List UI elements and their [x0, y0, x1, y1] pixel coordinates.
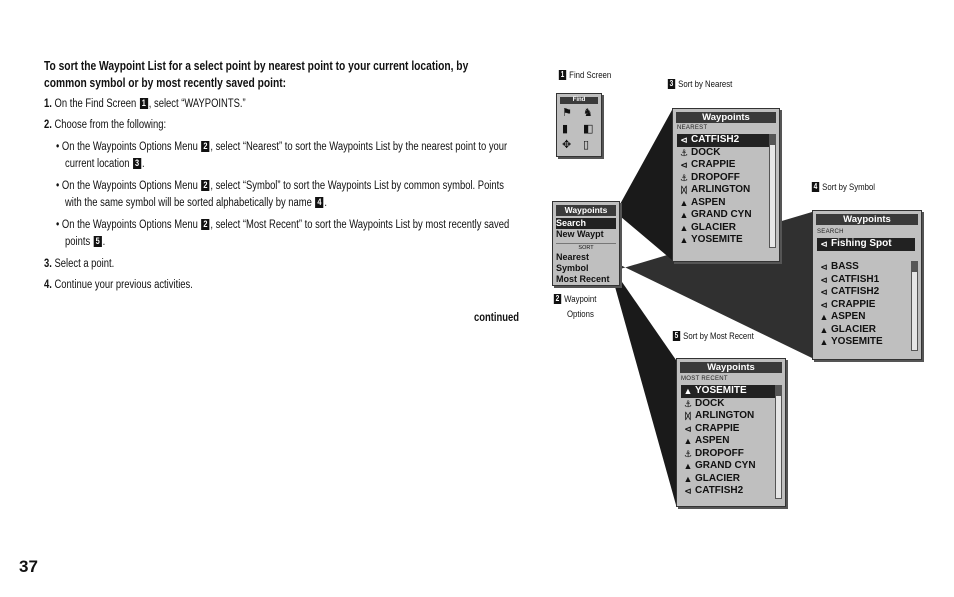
symbol-list [817, 261, 909, 349]
nearest-subtitle: NEAREST [677, 125, 708, 131]
continued-label: continued [474, 312, 520, 324]
page-number: 37 [19, 557, 38, 576]
list-item[interactable] [681, 410, 775, 423]
list-item[interactable] [817, 324, 909, 337]
recent-screen [676, 358, 786, 507]
caption-options-line2: Options [567, 309, 594, 320]
option-symbol[interactable]: Symbol [556, 263, 589, 273]
list-item[interactable] [681, 485, 775, 498]
bullet-symbol-cont: with the same symbol will be sorted alphabetically by name 4 . [65, 197, 327, 209]
waypoint-name: ASPEN [831, 311, 866, 322]
fish-icon: ⊲ [820, 274, 828, 285]
recent-scrollbar[interactable] [775, 385, 782, 499]
waypoint-options-menu [552, 201, 620, 286]
fish-icon: ⊲ [820, 299, 828, 310]
option-search[interactable]: Search [556, 218, 616, 229]
list-item[interactable] [817, 299, 909, 312]
list-item[interactable] [677, 184, 769, 197]
anchor-icon: ⚓ [683, 448, 693, 459]
list-item[interactable] [677, 134, 769, 147]
list-item[interactable] [681, 473, 775, 486]
recent-subtitle: MOST RECENT [681, 376, 728, 382]
waypoint-name: GRAND CYN [695, 460, 756, 471]
symbol-scrollbar[interactable] [911, 261, 918, 351]
list-item[interactable] [817, 336, 909, 349]
bullet-nearest: • On the Waypoints Options Menu 2 , select “Nearest” to sort the Waypoints List by the nearest point to your [56, 141, 508, 153]
option-most-recent[interactable]: Most Recent [556, 274, 610, 284]
symbol-search-field[interactable]: ⊲ Fishing Spot [817, 238, 915, 251]
caption-options: 2 Waypoint [555, 294, 597, 305]
waypoint-name: ASPEN [695, 435, 730, 446]
list-item[interactable] [681, 460, 775, 473]
step-1: 1. On the Find Screen 1 , select “WAYPOINTS.” [44, 98, 246, 110]
nearest-scrollbar[interactable] [769, 134, 776, 248]
hunting-icon: ᛞ [681, 185, 687, 195]
fish-icon: ⊲ [820, 262, 828, 272]
fish-icon: ⊲ [684, 423, 692, 434]
bullet-recent: • On the Waypoints Options Menu 2 , select “Most Recent” to sort the Waypoints List by most recently saved [56, 219, 510, 231]
waypoint-name: CATFISH1 [831, 273, 880, 285]
waypoint-name: DROPOFF [691, 171, 740, 183]
waypoint-name: DOCK [691, 146, 721, 158]
waypoint-name: ARLINGTON [691, 184, 751, 195]
list-item[interactable] [817, 311, 909, 324]
sort-divider: SORT [556, 243, 616, 252]
nearest-screen [672, 108, 780, 262]
nearest-title: Waypoints [676, 112, 776, 123]
tent-icon: ▲ [683, 461, 693, 471]
tent-icon: ▲ [679, 210, 689, 220]
recent-title: Waypoints [680, 362, 782, 373]
list-item[interactable] [681, 398, 775, 411]
step-2: 2. Choose from the following: [44, 119, 167, 131]
tent-icon: ▲ [819, 324, 829, 335]
recent-list [681, 385, 775, 498]
caption-nearest: 3 Sort by Nearest [669, 79, 733, 90]
waypoint-name: ASPEN [691, 196, 726, 208]
waypoint-name: CRAPPIE [691, 159, 736, 170]
option-new-waypt[interactable]: New Waypt [556, 229, 604, 239]
tent-icon: ▲ [679, 197, 689, 208]
list-item[interactable] [681, 385, 775, 398]
waypoint-name: CRAPPIE [831, 298, 876, 310]
list-item[interactable] [681, 435, 775, 448]
list-item[interactable] [677, 147, 769, 160]
fish-icon: ⊲ [680, 160, 688, 170]
waypoint-name: YOSEMITE [831, 336, 883, 347]
addresses-icon[interactable]: ▯ [583, 139, 590, 151]
symbol-subtitle: SEARCH [817, 229, 844, 235]
exits-icon[interactable]: ◧ [583, 123, 594, 135]
waypoint-name: CATFISH2 [831, 286, 880, 297]
step-4: 4. Continue your previous activities. [44, 279, 193, 291]
list-item[interactable] [677, 234, 769, 247]
fish-icon: ⊲ [684, 486, 692, 496]
waypoint-name: YOSEMITE [695, 385, 747, 396]
fish-icon: ⊲ [680, 135, 688, 145]
heading-line-2: common symbol or by most recently saved point: [44, 76, 287, 90]
anchor-icon: ⚓ [679, 172, 689, 183]
bullet-nearest-cont: current location 3 . [65, 158, 145, 170]
waypoint-name: BASS [831, 261, 859, 272]
option-nearest[interactable]: Nearest [556, 252, 590, 262]
list-item[interactable] [817, 261, 909, 274]
fish-icon: ⊲ [820, 287, 828, 297]
nearest-list [677, 134, 769, 247]
waypoint-name: GLACIER [831, 323, 876, 335]
list-item[interactable] [677, 197, 769, 210]
symbol-title: Waypoints [816, 214, 918, 225]
cities-icon[interactable]: ▮ [562, 123, 569, 135]
list-item[interactable] [817, 286, 909, 299]
list-item[interactable] [681, 448, 775, 461]
waypoint-name: GLACIER [691, 221, 736, 233]
waypoint-name: YOSEMITE [691, 234, 743, 245]
waypoint-name: DOCK [695, 397, 725, 409]
find-screen [556, 93, 602, 157]
caption-find: 1 Find Screen [560, 70, 612, 81]
waypoint-name: CRAPPIE [695, 422, 740, 434]
heading-line-1: To sort the Waypoint List for a select point by nearest point to your current location, by [44, 59, 469, 73]
tent-icon: ▲ [819, 312, 829, 322]
list-item[interactable] [677, 172, 769, 185]
tent-icon: ▲ [819, 337, 829, 347]
waypoint-name: CATFISH2 [695, 485, 744, 496]
tent-icon: ▲ [679, 235, 689, 245]
list-item[interactable] [817, 274, 909, 287]
waypoint-name: ARLINGTON [695, 410, 755, 421]
dock-icon: ⚓ [683, 398, 693, 409]
symbol-screen [812, 210, 922, 360]
tent-icon: ▲ [683, 473, 693, 484]
waypoints-icon[interactable]: ⚑ [562, 107, 572, 119]
tent-icon: ▲ [683, 436, 693, 446]
step-3: 3. Select a point. [44, 258, 115, 270]
find-screen-title: Find [560, 97, 598, 104]
bullet-recent-cont: points 5 . [65, 236, 106, 248]
beam-to-recent [612, 276, 676, 505]
list-item[interactable] [677, 209, 769, 222]
fish-icon: ⊲ [820, 239, 828, 249]
points-of-interest-icon[interactable]: ♞ [583, 107, 593, 119]
hunting-icon: ᛞ [685, 411, 691, 421]
dock-icon: ⚓ [679, 147, 689, 158]
list-item[interactable] [677, 159, 769, 172]
options-title: Waypoints [556, 205, 616, 216]
waypoint-name: GLACIER [695, 472, 740, 484]
bullet-symbol: • On the Waypoints Options Menu 2 , select “Symbol” to sort the Waypoints List by common symbol. Points [56, 180, 504, 192]
intersections-icon[interactable]: ✥ [562, 139, 572, 151]
list-item[interactable] [681, 423, 775, 436]
caption-recent: 5 Sort by Most Recent [674, 331, 754, 342]
tent-icon: ▲ [679, 222, 689, 233]
waypoint-name: CATFISH2 [691, 134, 740, 145]
caption-symbol: 4 Sort by Symbol [813, 182, 876, 193]
waypoint-name: DROPOFF [695, 447, 744, 459]
tent-icon: ▲ [683, 386, 693, 396]
waypoint-name: GRAND CYN [691, 209, 752, 220]
list-item[interactable] [677, 222, 769, 235]
